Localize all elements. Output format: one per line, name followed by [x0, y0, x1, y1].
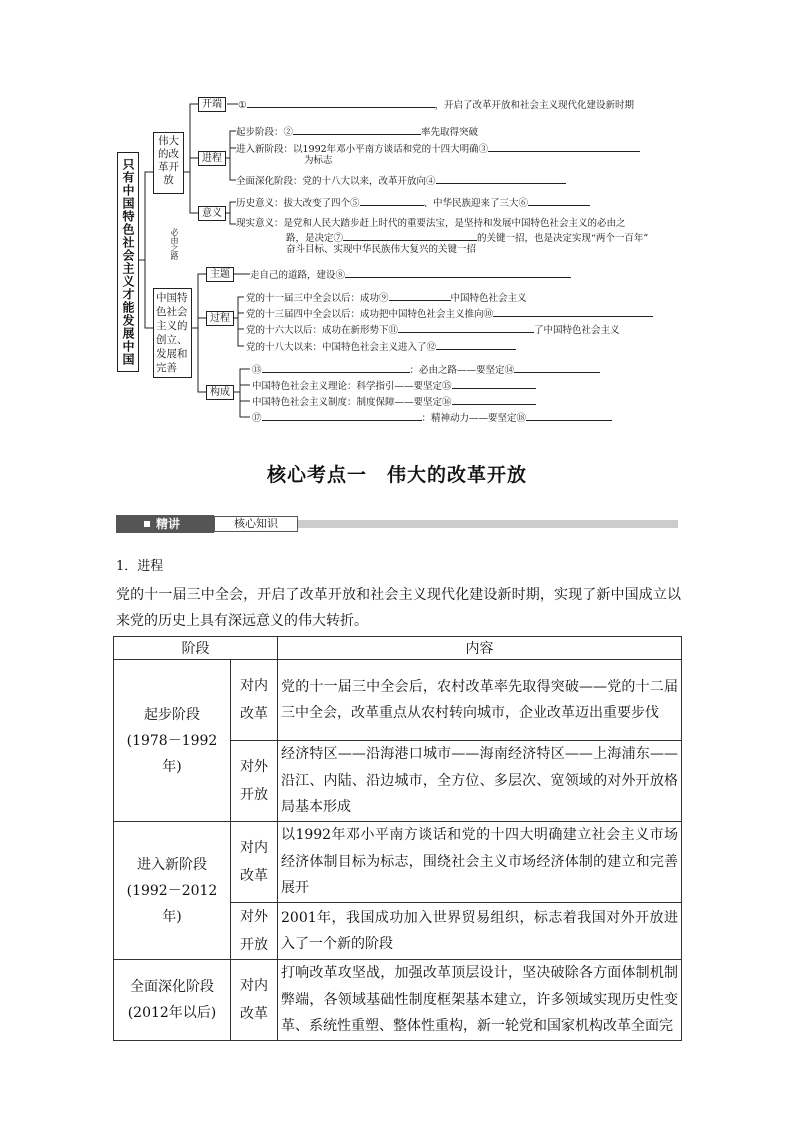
- comp-line-1-prefix: ⑬: [252, 365, 262, 376]
- tag-process-2: 过程: [206, 311, 234, 326]
- meaning-line-3-suffix: 的关键一招，也是决定实现“两个一百年”: [477, 233, 649, 244]
- process-line-1-suffix: 率先取得突破: [421, 127, 479, 138]
- banner: [116, 515, 678, 533]
- tag-meaning: 意义: [198, 206, 226, 221]
- comp-line-3-prefix: 中国特色社会主义制度：制度保障——要坚定⑯: [252, 397, 452, 408]
- comp-line-1: [252, 363, 600, 377]
- start-line: [238, 98, 634, 112]
- process-line-1: [236, 125, 478, 139]
- start-suffix: ，开启了改革开放和社会主义现代化建设新时期: [434, 100, 635, 111]
- stage-name: 全面深化阶段: [130, 979, 214, 995]
- theme-line: [250, 268, 571, 282]
- process-table: [113, 636, 682, 1041]
- meaning-line-3-prefix: 路，是决定⑦: [286, 233, 344, 244]
- header-content: 内容: [278, 637, 682, 660]
- blank-15[interactable]: [452, 379, 536, 389]
- process2-line-3-suffix: 了中国特色社会主义: [534, 325, 620, 336]
- comp-line-4: [252, 411, 612, 425]
- comp-line-2: [252, 379, 536, 393]
- process2-line-3: [246, 323, 620, 337]
- kind-cell: 对内改革: [231, 822, 278, 903]
- tag-start: 开端: [198, 97, 226, 112]
- comp-line-2-prefix: 中国特色社会主义理论：科学指引——要坚定⑮: [252, 381, 452, 392]
- blank-6[interactable]: [528, 196, 590, 206]
- meaning-line-4: 奋斗目标、实现中华民族伟大复兴的关键一招: [286, 244, 477, 255]
- blank-17[interactable]: [262, 411, 422, 421]
- content-cell: 2001年，我国成功加入世界贸易组织，标志着我国对外开放进入了一个新的阶段: [278, 903, 682, 960]
- process-line-3: [236, 174, 566, 188]
- stage-cell: [114, 660, 231, 822]
- content-cell: 以1992年邓小平南方谈话和党的十四大明确建立社会主义市场经济体制目标为标志，围绕社会主义市场经济体制的建立和完善展开: [278, 822, 682, 903]
- branch1-label: 伟大的改革开放: [153, 132, 184, 194]
- table-row: [114, 660, 682, 741]
- kind-cell: 对外开放: [231, 741, 278, 822]
- stage-name: 起步阶段: [144, 706, 200, 723]
- blank-3[interactable]: [488, 142, 640, 152]
- header-stage: 阶段: [114, 637, 278, 660]
- meaning-line-2: 现实意义：是党和人民大踏步赶上时代的重要法宝，是坚持和发展中国特色社会主义的必由之: [236, 218, 626, 229]
- process-line-2-prefix: 进入新阶段：以1992年邓小平南方谈话和党的十四大明确③: [236, 144, 489, 155]
- tag-process: 进程: [198, 151, 226, 166]
- kind-cell: 对外开放: [231, 903, 278, 960]
- process-line-1-prefix: 起步阶段：②: [236, 127, 294, 138]
- blank-2[interactable]: [293, 125, 421, 135]
- stage-name: 进入新阶段: [137, 856, 207, 873]
- process2-line-2-prefix: 党的十三届四中全会以后：成功把中国特色社会主义推向⑩: [246, 309, 494, 320]
- comp-line-4-prefix: ⑰: [252, 413, 262, 424]
- content-cell: 打响改革攻坚战，加强改革顶层设计，坚决破除各方面体制机制弊端，各领域基础性制度框架基本建立，许多领域实现历史性变革、系统性重塑、整体性重构，新一轮党和国家机构改革全面完: [278, 960, 682, 1041]
- process-line-2: [236, 142, 640, 156]
- blank-14[interactable]: [514, 363, 600, 373]
- blank-12[interactable]: [436, 340, 516, 350]
- intro-paragraph: 党的十一届三中全会，开启了改革开放和社会主义现代化建设新时期，实现了新中国成立以来党的历史上具有深远意义的伟大转折。: [116, 587, 681, 629]
- table-row: [114, 822, 682, 903]
- blank-11[interactable]: [398, 323, 534, 333]
- kind-cell: 对内改革: [231, 960, 278, 1041]
- banner-mid: 核心知识: [214, 516, 298, 532]
- blank-18[interactable]: [526, 411, 612, 421]
- process2-line-4-prefix: 党的十八大以来：中国特色社会主义进入了⑫: [246, 342, 437, 353]
- kind-cell: 对内改革: [231, 660, 278, 741]
- meaning-line-1-prefix: 历史意义：拔大改变了四个⑤: [236, 198, 360, 209]
- section-title: 1．进程: [116, 559, 164, 574]
- content-cell: 经济特区——沿海港口城市——海南经济特区——上海浦东——沿江、内陆、沿边城市，全方位、多层次、宽领域的对外开放格局基本形成: [278, 741, 682, 822]
- banner-left-label: 精讲: [156, 517, 181, 531]
- blank-1[interactable]: [247, 98, 435, 108]
- branch2-label: 中国特色社会主义的创立、发展和完善: [153, 288, 192, 378]
- tag-theme: 主题: [206, 267, 234, 282]
- blank-13[interactable]: [262, 363, 410, 373]
- process2-line-4: [246, 340, 516, 354]
- stage-cell: [114, 960, 231, 1041]
- meaning-line-3: [286, 231, 648, 245]
- meaning-line-1: [236, 196, 590, 210]
- process-line-2-cont: 为标志: [304, 155, 333, 166]
- theme-text: 走自己的道路，建设⑧: [250, 270, 346, 281]
- tag-composition: 构成: [206, 385, 234, 400]
- blank-8[interactable]: [345, 268, 571, 278]
- blank-7[interactable]: [343, 231, 477, 241]
- stage-cell: [114, 822, 231, 960]
- stage-years: (2012年以后): [127, 1005, 217, 1021]
- blank-16[interactable]: [452, 395, 536, 405]
- banner-stripe: [298, 520, 678, 528]
- banner-left: [116, 515, 214, 533]
- blank-4[interactable]: [436, 174, 566, 184]
- stage-years: (1992－2012年): [126, 882, 218, 925]
- section-heading: 核心考点一 伟大的改革开放: [266, 464, 527, 486]
- process-line-3-prefix: 全面深化阶段：党的十八大以来，改革开放向④: [236, 176, 436, 187]
- table-header-row: [114, 637, 682, 660]
- start-prefix: ①: [238, 100, 247, 111]
- process2-line-3-prefix: 党的十六大以后：成功在新形势下⑪: [246, 325, 399, 336]
- comp-line-4-suffix: ：精神动力——要坚定⑱: [421, 413, 527, 424]
- process2-line-1-suffix: 中国特色社会主义: [450, 293, 527, 304]
- blank-9[interactable]: [389, 291, 451, 301]
- comp-line-3: [252, 395, 536, 409]
- blank-5[interactable]: [360, 196, 424, 206]
- content-cell: 党的十一届三中全会后，农村改革率先取得突破——党的十二届三中全会，改革重点从农村转向城市，企业改革迈出重要步伐: [278, 660, 682, 741]
- process2-line-1-prefix: 党的十一届三中全会以后：成功⑨: [246, 293, 389, 304]
- mindmap-root: 只有中国特色社会主义才能发展中国: [117, 152, 139, 372]
- stage-years: (1978－1992年): [126, 732, 218, 775]
- meaning-line-1-mid: 、中华民族迎来了三大⑥: [423, 198, 529, 209]
- process2-line-1: [246, 291, 527, 305]
- blank-10[interactable]: [493, 307, 653, 317]
- table-row: [114, 960, 682, 1041]
- process2-line-2: [246, 307, 653, 321]
- comp-line-1-suffix: ：必由之路——要坚定⑭: [409, 365, 515, 376]
- link-note: 必由之路: [170, 228, 179, 260]
- square-icon: [144, 521, 150, 527]
